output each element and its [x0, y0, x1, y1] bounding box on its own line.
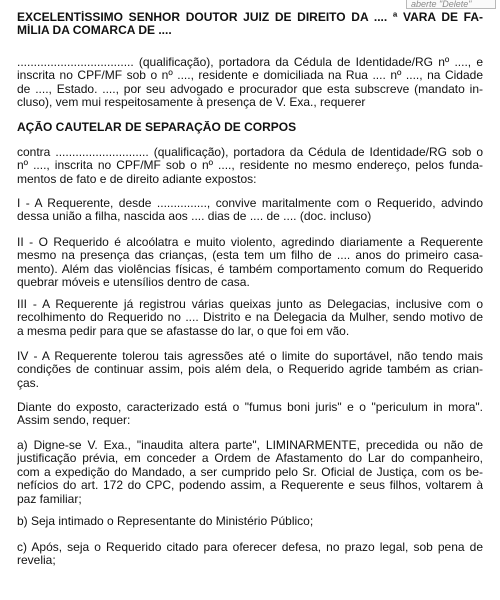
text-line: paz familiar; [17, 492, 82, 506]
request-a-paragraph [17, 439, 483, 506]
action-title-text: AÇÃO CAUTELAR DE SEPARAÇÃO DE CORPOS [17, 121, 297, 134]
text-line: nº ...., inscrita no CPF/MF sob o nº ...., residente no mesmo endereço, pelos funda- [17, 159, 483, 173]
request-c-paragraph [17, 541, 483, 568]
text-line: recolhimento do Requerido no .... Distrito e na Delegacia da Mulher, sendo motivo de [17, 311, 483, 325]
action-title [17, 121, 483, 134]
text-line: mentos de fato e de direito adiante expostos: [17, 172, 257, 186]
text-line: b) Seja intimado o Representante do Ministério Público; [17, 515, 314, 528]
item-2-paragraph [17, 236, 483, 290]
text-line: cluso), vem mui respeitosamente à presença de V. Exa., requerer [17, 96, 366, 110]
text-line: condições de continuar assim, pois além dela, o Requerido agride também as crian- [17, 363, 483, 377]
text-line: dessa união a filha, nascida aos .... dias de .... de .... (doc. incluso) [17, 210, 372, 224]
text-line: I - A Requerente, desde ..............., convive maritalmente com o Requerido, advindo [17, 197, 483, 210]
item-1-paragraph [17, 197, 483, 224]
text-line: a mesma pedir para que se afastasse do lar, o que foi em vão. [17, 324, 350, 338]
item-4-paragraph [17, 350, 483, 390]
text-line: inscrita no CPF/MF sob o nº ...., residente e domiciliada na Rua .... nº ...., na Cidade [17, 69, 483, 83]
delete-hint-label: aberte "Delete" [406, 0, 496, 9]
text-line: c) Após, seja o Requerido citado para oferecer defesa, no prazo legal, sob pena de [17, 541, 483, 554]
text-line: justificação prévia, em conceder a Ordem de Afastamento do Lar do companheiro, [17, 452, 483, 466]
text-line: com a expedição do Mandado, a ser cumprido pelo Sr. Oficial de Justiça, com os be- [17, 465, 483, 479]
contra-paragraph [17, 146, 483, 186]
conclusion-paragraph [17, 401, 483, 428]
text-line: mesmo na presença das crianças, (esta tem um filho de .... anos do primeiro casa- [17, 249, 483, 263]
text-line: mento). Além das violências físicas, é também comportamento comum do Requerido [17, 262, 483, 276]
text-line: II - O Requerido é alcoólatra e muito violento, agredindo diariamente a Requerente [17, 236, 483, 249]
text-line: revelia; [17, 554, 56, 568]
text-line: Assim sendo, requer: [17, 414, 131, 428]
qualification-paragraph [17, 56, 483, 110]
text-line: a) Digne-se V. Exa., "inaudita altera parte", LIMINARMENTE, precedida ou não de [17, 439, 483, 452]
text-line: quebrar móveis e utensílios dentro de casa. [17, 276, 250, 290]
text-line: contra ............................ (qualificação), portadora da Cédula de Identidade/RG sob o [17, 146, 483, 159]
petition-header [17, 11, 483, 38]
header-line: MÍLIA DA COMARCA DE .... [17, 24, 172, 38]
text-line: ças. [17, 376, 40, 390]
text-line: IV - A Requerente tolerou tais agressões até o limite do suportável, não tendo mais [17, 350, 483, 363]
text-line: ................................... (qualificação), portadora da Cédula de Identidade/RG nº ...., e [17, 56, 483, 69]
text-line: III - A Requerente já registrou várias queixas junto as Delegacias, inclusive com o [17, 298, 483, 311]
text-line: Diante do exposto, caracterizado está o "fumus boni juris" e o "periculum in mora". [17, 401, 483, 414]
text-line: de ...., Estado. ...., por seu advogado e procurador que esta subscreve (mandato in- [17, 82, 483, 96]
request-b-paragraph [17, 515, 483, 528]
text-line: nefícios do art. 172 do CPC, podendo assim, a Requerente e seus filhos, voltarem à [17, 479, 483, 493]
item-3-paragraph [17, 298, 483, 338]
header-line: EXCELENTÍSSIMO SENHOR DOUTOR JUIZ DE DIREITO DA .... ª VARA DE FA- [17, 11, 483, 24]
